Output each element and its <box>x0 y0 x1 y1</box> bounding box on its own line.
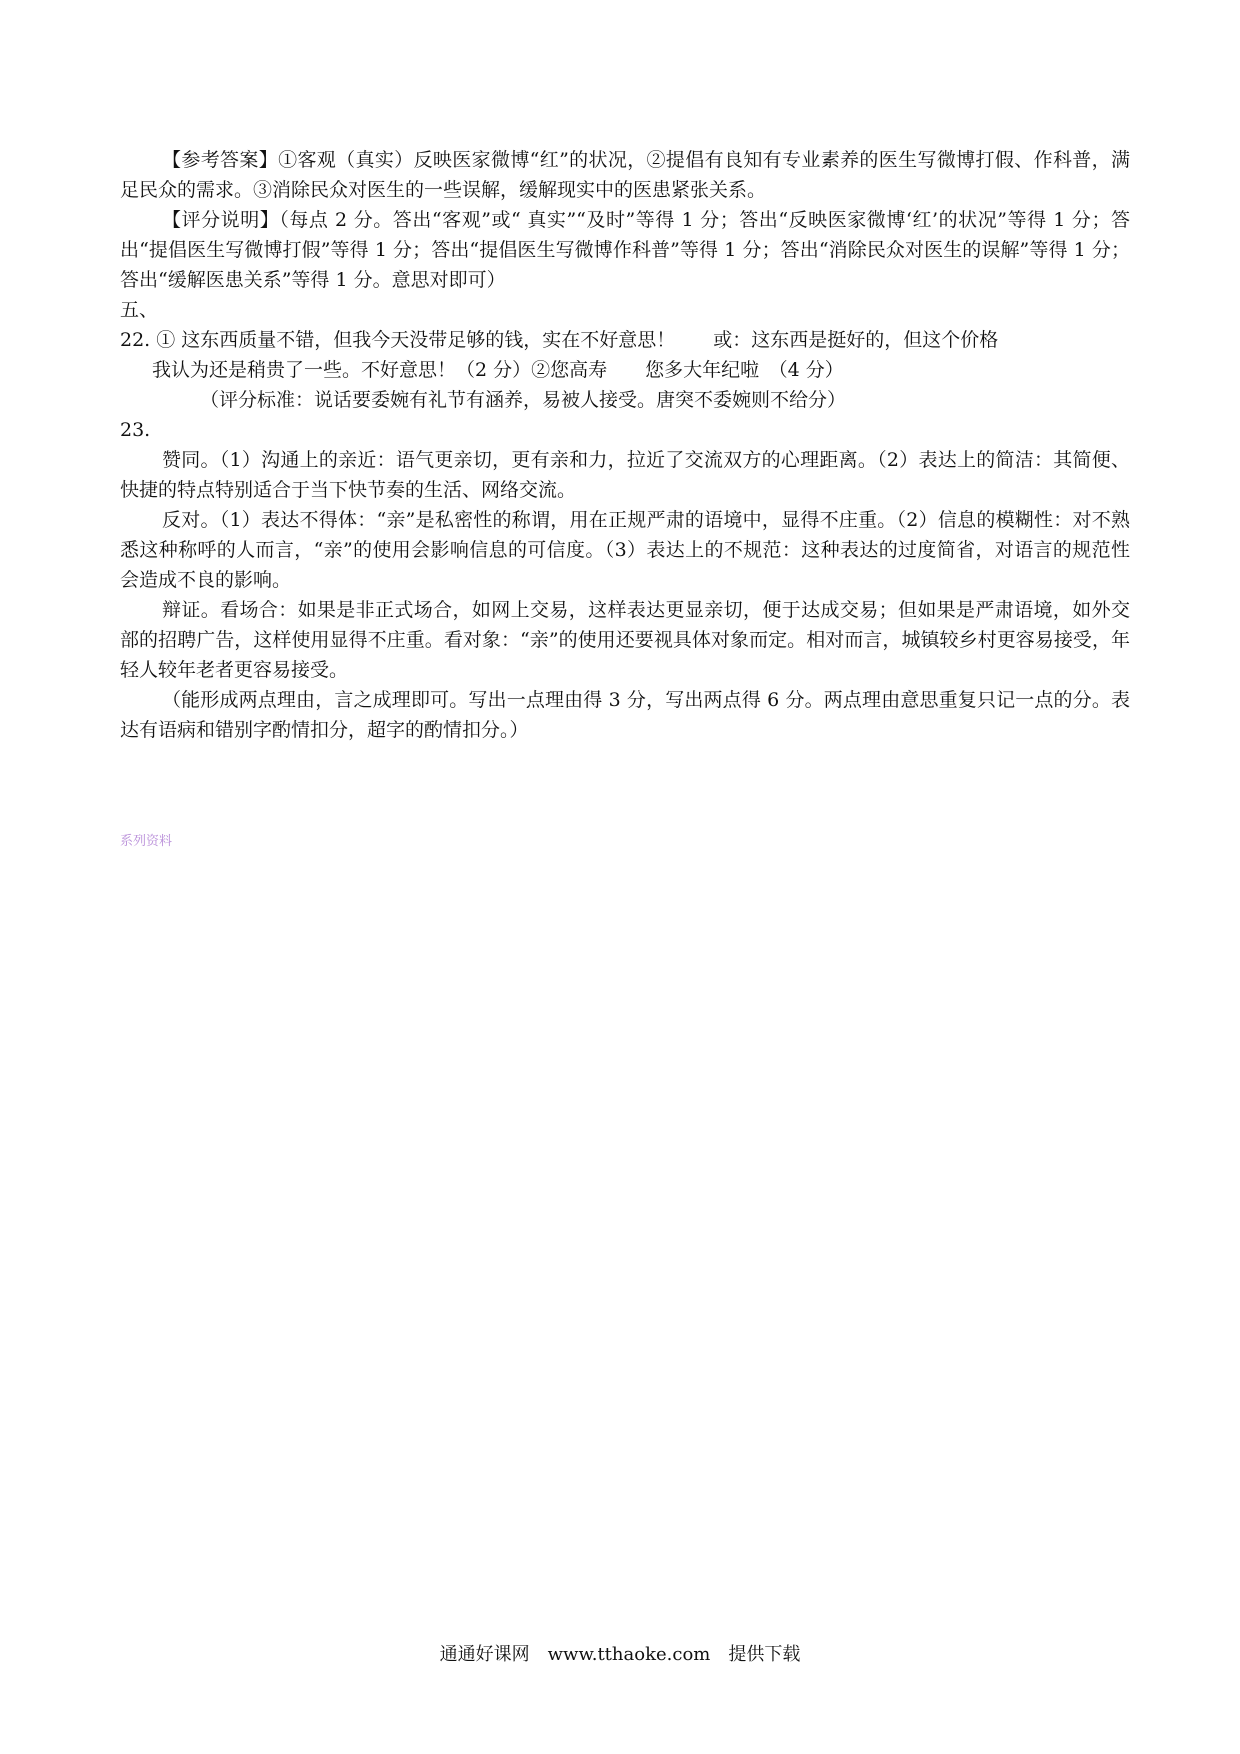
oppose-paragraph: 反对。（1）表达不得体：“亲”是私密性的称谓，用在正规严肃的语境中，显得不庄重。（2）信息的模糊性：对不熟悉这种称呼的人而言，“亲”的使用会影响信息的可信度。（3）表达上的不规范：这种表达的过度简省，对语言的规范性会造成不良的影响。 <box>120 509 1130 591</box>
question-23-scoring: （能形成两点理由，言之成理即可。写出一点理由得 3 分，写出两点得 6 分。两点理由意思重复只记一点的分。表达有语病和错别字酌情扣分，超字的酌情扣分。） <box>120 689 1130 741</box>
question-22-line-1: 22. ① 这东西质量不错，但我今天没带足够的钱，实在不好意思！ 或：这东西是挺好的，但这个价格 <box>120 329 999 351</box>
dialectic-paragraph: 辩证。看场合：如果是非正式场合，如网上交易，这样表达更显亲切，便于达成交易；但如果是严肃语境，如外交部的招聘广告，这样使用显得不庄重。看对象：“亲”的使用还要视具体对象而定。相对而言，城镇较乡村更容易接受，年轻人较年老者更容易接受。 <box>120 599 1130 681</box>
reference-answer-paragraph: 【参考答案】①客观（真实）反映医家微博“红”的状况，②提倡有良知有专业素养的医生写微博打假、作科普，满足民众的需求。③消除民众对医生的一些误解，缓解现实中的医患紧张关系。 <box>120 149 1130 201</box>
scoring-note-paragraph: 【评分说明】（每点 2 分。答出“客观”或“ 真实”“及时”等得 1 分；答出“反映医家微博‘红’的状况”等得 1 分；答出“提倡医生写微博打假”等得 1 分；答出“提倡医生写微博作科普”等得 1 分；答出“消除民众对医生的误解”等得 1 分；答出“缓解医患关系”等得 1 分。意思对即可） <box>120 209 1130 291</box>
agree-paragraph: 赞同。（1）沟通上的亲近：语气更亲切，更有亲和力，拉近了交流双方的心理距离。（2）表达上的简洁：其简便、快捷的特点特别适合于当下快节奏的生活、网络交流。 <box>120 449 1130 501</box>
question-23-label: 23. <box>120 419 151 441</box>
question-22-scoring: （评分标准：说话要委婉有礼节有涵养，易被人接受。唐突不委婉则不给分） <box>200 389 847 411</box>
question-22-line-2: 我认为还是稍贵了一些。不好意思！（2 分）②您高寿 您多大年纪啦 （4 分） <box>152 359 844 381</box>
document-content <box>120 145 1130 745</box>
section-five-label: 五、 <box>120 299 159 321</box>
series-materials-link[interactable]: 系列资料 <box>120 834 173 849</box>
page-footer: 通通好课网 www.tthaoke.com 提供下载 <box>439 1644 801 1665</box>
